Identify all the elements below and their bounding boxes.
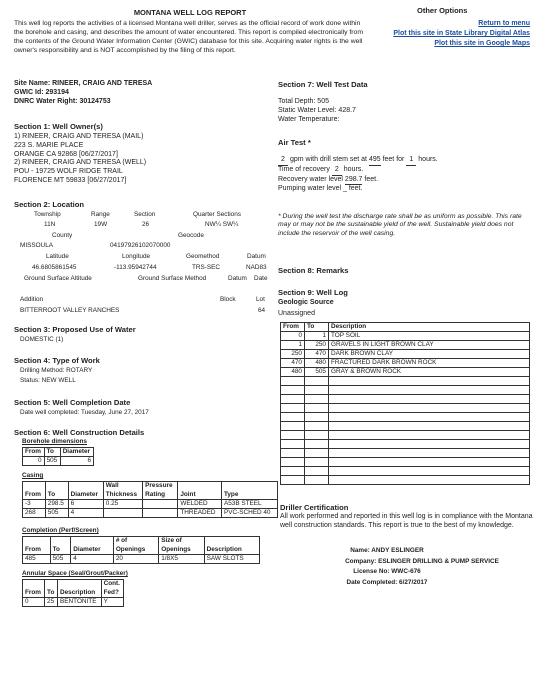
empty-row bbox=[281, 476, 530, 485]
cell: 505 bbox=[50, 555, 71, 564]
cell bbox=[103, 509, 142, 518]
cell bbox=[281, 458, 305, 467]
casing-table bbox=[22, 481, 278, 518]
township-label: Township bbox=[34, 211, 61, 218]
th: From bbox=[23, 491, 46, 500]
th: # of bbox=[113, 537, 158, 546]
cell bbox=[143, 500, 178, 509]
cell: 1/8X5 bbox=[159, 555, 204, 564]
cell bbox=[305, 404, 329, 413]
geomethod-value: TRS-SEC bbox=[192, 264, 221, 271]
return-to-menu-link[interactable]: Return to menu bbox=[478, 20, 530, 27]
cell: TOP SOIL bbox=[329, 332, 530, 341]
cell: SAW SLOTS bbox=[204, 555, 259, 564]
geologic-source-value: Unassigned bbox=[278, 310, 315, 317]
cell bbox=[305, 413, 329, 422]
cell bbox=[329, 377, 530, 386]
quarter-sections-value: NW¼ SW¼ bbox=[205, 221, 239, 228]
owner-line: 223 S. MARIE PLACE bbox=[14, 141, 84, 149]
ground-method-label: Ground Surface Method bbox=[138, 275, 207, 282]
longitude-label: Longitude bbox=[122, 253, 151, 260]
cell bbox=[68, 482, 103, 491]
cell bbox=[143, 509, 178, 518]
owner-line: POU - 19725 WOLF RIDGE TRAIL bbox=[14, 168, 123, 175]
cell: THREADED bbox=[178, 509, 222, 518]
th: From bbox=[281, 323, 305, 332]
range-label: Range bbox=[91, 211, 110, 218]
cell bbox=[45, 482, 68, 491]
th: Cont. bbox=[101, 580, 123, 589]
state-library-atlas-link[interactable]: Plot this site in State Library Digital Atlas bbox=[393, 30, 530, 37]
well-log-table bbox=[280, 322, 530, 485]
cell: 268 bbox=[23, 509, 46, 518]
section4-title: Section 4: Type of Work bbox=[14, 356, 100, 365]
cell bbox=[329, 404, 530, 413]
th: Diameter bbox=[71, 546, 114, 555]
cell: 505 bbox=[45, 509, 68, 518]
cell: 470 bbox=[281, 359, 305, 368]
th: Openings bbox=[113, 546, 158, 555]
th: Description bbox=[58, 589, 102, 598]
recovery-time-line bbox=[278, 166, 543, 176]
recovery-time-value: 2 bbox=[332, 166, 342, 176]
air-test-line bbox=[278, 156, 543, 166]
completion-label: Completion (Perf/Screen) bbox=[22, 527, 99, 534]
cell: 1 bbox=[281, 341, 305, 350]
text: Time of recovery bbox=[278, 165, 330, 173]
th: Joint bbox=[178, 491, 222, 500]
cell bbox=[281, 404, 305, 413]
date-completed: Date Completed: 6/27/2017 bbox=[346, 578, 428, 586]
cell: 485 bbox=[23, 555, 51, 564]
th: Thickness bbox=[103, 491, 142, 500]
section-value: 26 bbox=[142, 221, 150, 228]
th: To bbox=[305, 323, 329, 332]
well-status: Status: NEW WELL bbox=[20, 377, 76, 384]
cell: 4 bbox=[68, 509, 103, 518]
cell: 298.5 bbox=[45, 500, 68, 509]
cell: 480 bbox=[281, 368, 305, 377]
driller-license: License No: WWC-676 bbox=[353, 568, 421, 576]
cell: -3 bbox=[23, 500, 46, 509]
empty-row bbox=[281, 395, 530, 404]
cell: 6 bbox=[68, 500, 103, 509]
table-row bbox=[281, 359, 530, 368]
th: Diameter bbox=[68, 491, 103, 500]
cell bbox=[45, 580, 58, 589]
cell bbox=[305, 422, 329, 431]
cell: 0.25 bbox=[103, 500, 142, 509]
lot-label: Lot bbox=[256, 296, 265, 303]
ground-altitude-label: Ground Surface Altitude bbox=[24, 275, 92, 282]
pumping-level: Pumping water level _ feet. bbox=[278, 185, 363, 193]
th: Description bbox=[329, 323, 530, 332]
empty-row bbox=[281, 440, 530, 449]
section5-title: Section 5: Well Completion Date bbox=[14, 398, 131, 407]
longitude-value: -113.95942744 bbox=[114, 264, 157, 271]
range-value: 19W bbox=[94, 221, 108, 228]
th: Pressure bbox=[143, 482, 178, 491]
driller-name: Name: ANDY ESLINGER bbox=[350, 547, 424, 554]
table-row bbox=[23, 555, 260, 564]
recovery-level-value: 298.7 bbox=[345, 176, 363, 186]
empty-row bbox=[281, 431, 530, 440]
recovery-level-line bbox=[278, 176, 543, 186]
borehole-label: Borehole dimensions bbox=[22, 438, 87, 445]
owner-line: 1) RINEER, CRAIG AND TERESA (MAIL) bbox=[14, 133, 144, 140]
table-row bbox=[281, 332, 530, 341]
section2-title: Section 2: Location bbox=[14, 200, 85, 209]
cell bbox=[281, 386, 305, 395]
cell bbox=[281, 440, 305, 449]
th: To bbox=[45, 491, 68, 500]
text: Recovery water level bbox=[278, 175, 343, 183]
water-temperature: Water Temperature: bbox=[278, 115, 340, 123]
th: Type bbox=[221, 491, 277, 500]
cell: GRAVELS IN LIGHT BROWN CLAY bbox=[329, 341, 530, 350]
ground-date-label: Date bbox=[254, 275, 268, 282]
th: Rating bbox=[143, 491, 178, 500]
empty-row bbox=[281, 458, 530, 467]
cell bbox=[281, 467, 305, 476]
cell bbox=[329, 413, 530, 422]
owner-line: FLORENCE MT 59833 [06/27/2017] bbox=[14, 176, 127, 184]
empty-row bbox=[281, 404, 530, 413]
th: From bbox=[23, 546, 51, 555]
cell bbox=[329, 386, 530, 395]
cell: WELDED bbox=[178, 500, 222, 509]
cell bbox=[329, 422, 530, 431]
th: To bbox=[45, 589, 58, 598]
cell: 6 bbox=[60, 457, 93, 466]
report-title: MONTANA WELL LOG REPORT bbox=[133, 8, 247, 17]
owners-list bbox=[14, 133, 274, 186]
total-depth: Total Depth: 505 bbox=[278, 98, 329, 105]
owner-line: 2) RINEER, CRAIG AND TERESA (WELL) bbox=[14, 159, 147, 167]
ground-datum-label: Datum bbox=[228, 275, 247, 282]
cell: Y bbox=[101, 598, 123, 607]
county-value: MISSOULA bbox=[20, 242, 54, 249]
air-test-title: Air Test * bbox=[278, 138, 311, 147]
cell bbox=[178, 482, 222, 491]
datum-label: Datum bbox=[247, 253, 266, 260]
section1-title: Section 1: Well Owner(s) bbox=[14, 122, 103, 131]
th: Openings bbox=[159, 546, 204, 555]
cell: 505 bbox=[305, 368, 329, 377]
geologic-source: Geologic Source bbox=[278, 299, 334, 306]
cell bbox=[281, 377, 305, 386]
th: Wall bbox=[103, 482, 142, 491]
cell bbox=[281, 395, 305, 404]
annular-label: Annular Space (Seal/Grout/Packer) bbox=[22, 570, 128, 577]
static-water-level: Static Water Level: 428.7 bbox=[278, 106, 356, 114]
cell bbox=[305, 467, 329, 476]
cell: 20 bbox=[113, 555, 158, 564]
cell bbox=[329, 431, 530, 440]
cell bbox=[329, 440, 530, 449]
driller-cert-text: All work performed and reported in this well log is in compliance with the Montana well construction standards. This report is true to the best of my knowledge. bbox=[280, 513, 533, 529]
empty-row bbox=[281, 422, 530, 431]
cell: 480 bbox=[305, 359, 329, 368]
casing-label: Casing bbox=[22, 472, 44, 479]
cell: PVC-SCHED 40 bbox=[221, 509, 277, 518]
table-row bbox=[23, 509, 278, 518]
latitude-label: Latitude bbox=[46, 253, 69, 260]
cell: FRACTURED DARK BROWN ROCK bbox=[329, 359, 530, 368]
empty-row bbox=[281, 413, 530, 422]
empty-row bbox=[281, 386, 530, 395]
cell bbox=[281, 413, 305, 422]
cell: DARK BROWN CLAY bbox=[329, 350, 530, 359]
cell bbox=[58, 580, 102, 589]
completion-table bbox=[22, 536, 260, 564]
cell bbox=[23, 482, 46, 491]
driller-company: Company: ESLINGER DRILLING & PUMP SERVICE bbox=[345, 557, 499, 565]
cell bbox=[281, 449, 305, 458]
cell bbox=[50, 537, 71, 546]
section8-title: Section 8: Remarks bbox=[278, 266, 349, 275]
cell bbox=[281, 422, 305, 431]
google-maps-link[interactable]: Plot this site in Google Maps bbox=[434, 40, 530, 47]
cell: 0 bbox=[23, 457, 45, 466]
text: hours. bbox=[343, 165, 364, 173]
cell bbox=[305, 440, 329, 449]
th: Size of bbox=[159, 537, 204, 546]
cell bbox=[23, 537, 51, 546]
th: To bbox=[44, 448, 60, 457]
section7-title: Section 7: Well Test Data bbox=[278, 80, 368, 89]
th: To bbox=[50, 546, 71, 555]
geocode-value: 04197926102070000 bbox=[110, 242, 171, 249]
section6-title: Section 6: Well Construction Details bbox=[14, 428, 145, 437]
cell bbox=[305, 395, 329, 404]
owner-line: ORANGE CA 92868 [06/27/2017] bbox=[14, 150, 118, 158]
lot-value: 64 bbox=[258, 307, 266, 314]
cell: 470 bbox=[305, 350, 329, 359]
completion-date: Date well completed: Tuesday, June 27, 2017 bbox=[20, 409, 149, 416]
hours-value: 1 bbox=[406, 156, 416, 166]
empty-row bbox=[281, 467, 530, 476]
th: From bbox=[23, 589, 45, 598]
township-value: 11N bbox=[44, 221, 56, 228]
cell: BENTONITE bbox=[58, 598, 102, 607]
annular-table bbox=[22, 579, 124, 607]
th: Description bbox=[204, 546, 259, 555]
proposed-use-value: DOMESTIC (1) bbox=[20, 336, 64, 343]
cell bbox=[305, 449, 329, 458]
text: feet for bbox=[382, 156, 405, 163]
section9-title: Section 9: Well Log bbox=[278, 288, 348, 297]
section-label: Section bbox=[134, 211, 156, 218]
intro-text: This well log reports the activities of a licensed Montana well driller, serves as the official record of work done within the borehole and casing, and describes the amount of water encountered. This report is compiled electronically from the contents of the Ground Water Information Center (GWIC) database for this site. Acquiring water rights is the well owner's responsibility and is NOT accomplished by the filing of this report. bbox=[14, 20, 363, 54]
addition-value: BITTERROOT VALLEY RANCHES bbox=[20, 307, 120, 314]
cell: 1 bbox=[305, 332, 329, 341]
stem-value: 495 bbox=[369, 156, 381, 166]
cell: 0 bbox=[281, 332, 305, 341]
text: gpm with drill stem set at bbox=[289, 156, 367, 163]
cell: 4 bbox=[71, 555, 114, 564]
drilling-method: Drilling Method: ROTARY bbox=[20, 367, 93, 374]
cell: A53B STEEL bbox=[221, 500, 277, 509]
geomethod-label: Geomethod bbox=[186, 253, 220, 260]
cell bbox=[305, 476, 329, 485]
cell: 0 bbox=[23, 598, 45, 607]
cell: 250 bbox=[281, 350, 305, 359]
th: From bbox=[23, 448, 45, 457]
table-row bbox=[281, 350, 530, 359]
gpm-value: 2 bbox=[278, 156, 288, 166]
other-options-title: Other Options bbox=[417, 6, 468, 15]
text: hours. bbox=[418, 156, 438, 163]
table-row bbox=[23, 500, 278, 509]
geocode-label: Geocode bbox=[178, 232, 204, 239]
cell bbox=[281, 476, 305, 485]
th: Diameter bbox=[60, 448, 93, 457]
addition-label: Addition bbox=[20, 296, 44, 303]
cell: 505 bbox=[44, 457, 60, 466]
county-label: County bbox=[52, 232, 73, 239]
cell bbox=[329, 476, 530, 485]
cell bbox=[281, 431, 305, 440]
section3-title: Section 3: Proposed Use of Water bbox=[14, 325, 136, 334]
latitude-value: 46.6805861545 bbox=[32, 264, 77, 271]
air-test-note: * During the well test the discharge rate shall be as uniform as possible. This rate may or may not be the sustainable yield of the well. Sustainable yield does not include the reservoir of the well casing. bbox=[278, 213, 522, 237]
site-name: Site Name: RINEER, CRAIG AND TERESA bbox=[14, 80, 153, 87]
table-row bbox=[281, 341, 530, 350]
cell bbox=[329, 458, 530, 467]
driller-cert-title: Driller Certification bbox=[280, 503, 349, 512]
cell bbox=[305, 431, 329, 440]
th: Fed? bbox=[101, 589, 123, 598]
cell: 250 bbox=[305, 341, 329, 350]
dnrc-water-right: DNRC Water Right: 30124753 bbox=[14, 97, 111, 105]
table-row bbox=[281, 368, 530, 377]
cell bbox=[221, 482, 277, 491]
cell bbox=[23, 580, 45, 589]
empty-row bbox=[281, 377, 530, 386]
cell bbox=[329, 449, 530, 458]
empty-row bbox=[281, 449, 530, 458]
table-row bbox=[23, 457, 94, 466]
gwic-id: GWIC Id: 293194 bbox=[14, 88, 69, 96]
cell bbox=[305, 386, 329, 395]
cell: GRAY & BROWN ROCK bbox=[329, 368, 530, 377]
block-label: Block bbox=[220, 296, 236, 303]
cell bbox=[329, 395, 530, 404]
cell bbox=[305, 377, 329, 386]
text: feet. bbox=[364, 175, 379, 183]
cell bbox=[71, 537, 114, 546]
cell bbox=[305, 458, 329, 467]
cell bbox=[204, 537, 259, 546]
quarter-sections-label: Quarter Sections bbox=[193, 211, 241, 218]
borehole-table bbox=[22, 447, 94, 466]
cell bbox=[329, 467, 530, 476]
datum-value: NAD83 bbox=[246, 264, 267, 271]
cell: 25 bbox=[45, 598, 58, 607]
table-row bbox=[23, 598, 124, 607]
